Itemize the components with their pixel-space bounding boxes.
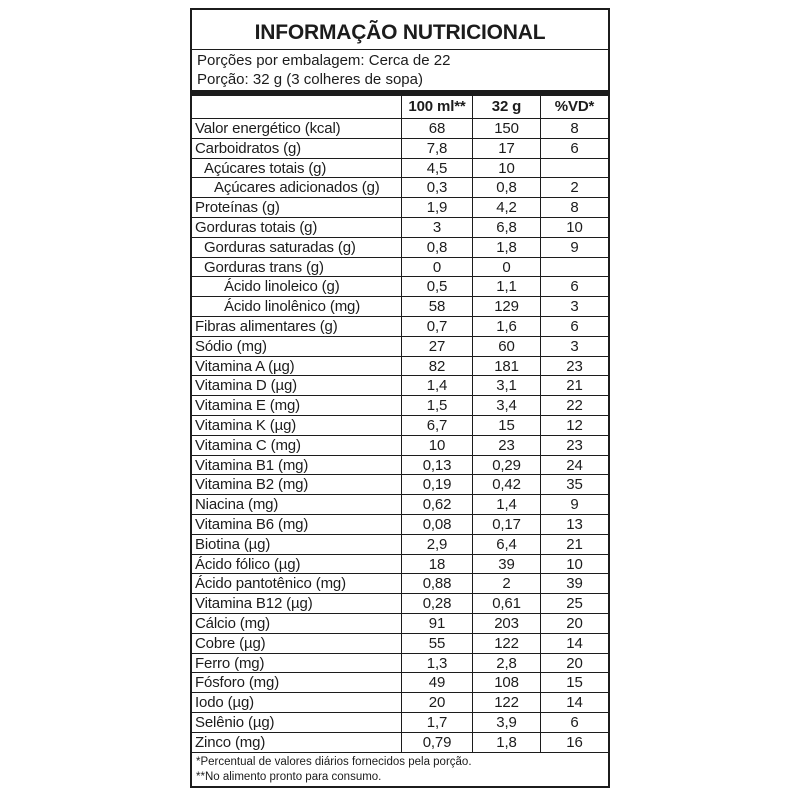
value-per-portion: 3,9 [472,713,540,732]
nutrient-row [192,197,608,217]
value-per-portion: 108 [472,673,540,692]
value-per-portion: 17 [472,139,540,158]
value-per-portion: 39 [472,555,540,574]
daily-value-percent: 9 [540,238,608,257]
nutrient-row [192,653,608,673]
value-per-100ml: 1,4 [401,376,472,395]
nutrient-row [192,237,608,257]
nutrient-name: Vitamina B6 (mg) [195,515,309,533]
daily-value-percent: 13 [540,515,608,534]
nutrient-name: Vitamina C (mg) [195,436,301,454]
nutrient-name: Carboidratos (g) [195,139,301,157]
value-per-100ml: 0,3 [401,178,472,197]
value-per-portion: 3,4 [472,396,540,415]
nutrient-name: Gorduras trans (g) [204,258,324,276]
footnote-ready-to-eat: **No alimento pronto para consumo. [196,770,382,783]
nutrient-name: Zinco (mg) [195,733,266,751]
value-per-100ml: 1,7 [401,713,472,732]
daily-value-percent: 2 [540,178,608,197]
daily-value-percent [540,258,608,277]
nutrient-row [192,217,608,237]
nutrient-row [192,177,608,197]
nutrient-row [192,415,608,435]
daily-value-percent: 22 [540,396,608,415]
daily-value-percent: 9 [540,495,608,514]
nutrient-row [192,356,608,376]
value-per-portion: 1,1 [472,277,540,296]
nutrient-row [192,276,608,296]
nutrient-name: Biotina (µg) [195,535,271,553]
label-title: INFORMAÇÃO NUTRICIONAL [192,10,608,50]
value-per-portion: 181 [472,357,540,376]
daily-value-percent: 21 [540,376,608,395]
nutrient-name: Ácido pantotênico (mg) [195,575,346,593]
nutrient-row [192,138,608,158]
nutrient-name: Cobre (µg) [195,634,266,652]
nutrient-name: Fósforo (mg) [195,674,280,692]
nutrient-name: Açúcares adicionados (g) [214,179,380,197]
nutrition-facts-label [190,8,610,788]
value-per-portion: 122 [472,634,540,653]
nutrient-row [192,672,608,692]
value-per-portion: 0,8 [472,178,540,197]
daily-value-percent: 8 [540,119,608,138]
value-per-100ml: 0,19 [401,475,472,494]
nutrient-name: Vitamina B1 (mg) [195,456,309,474]
value-per-100ml: 49 [401,673,472,692]
value-per-portion: 10 [472,159,540,178]
nutrient-row [192,613,608,633]
daily-value-percent: 35 [540,475,608,494]
daily-value-percent: 15 [540,673,608,692]
value-per-portion: 2,8 [472,654,540,673]
nutrient-row [192,573,608,593]
nutrient-name: Ferro (mg) [195,654,265,672]
servings-per-package: Porções por embalagem: Cerca de 22 [197,52,451,69]
value-per-100ml: 0,62 [401,495,472,514]
nutrient-name: Vitamina B2 (mg) [195,476,309,494]
nutrient-row [192,534,608,554]
value-per-portion: 1,8 [472,238,540,257]
daily-value-percent: 6 [540,139,608,158]
value-per-portion: 3,1 [472,376,540,395]
value-per-100ml: 68 [401,119,472,138]
value-per-portion: 1,6 [472,317,540,336]
value-per-100ml: 58 [401,297,472,316]
value-per-100ml: 0,7 [401,317,472,336]
daily-value-percent: 24 [540,456,608,475]
nutrient-row [192,158,608,178]
daily-value-percent: 8 [540,198,608,217]
value-per-portion: 60 [472,337,540,356]
nutrient-row [192,316,608,336]
value-per-100ml: 0,88 [401,574,472,593]
value-per-100ml: 1,9 [401,198,472,217]
value-per-portion: 2 [472,574,540,593]
table-header [192,96,608,118]
value-per-portion: 23 [472,436,540,455]
portion-size: Porção: 32 g (3 colheres de sopa) [197,71,423,88]
value-per-100ml: 1,5 [401,396,472,415]
value-per-portion: 1,4 [472,495,540,514]
nutrient-name: Vitamina A (µg) [195,357,295,375]
daily-value-percent [540,159,608,178]
nutrient-row [192,732,608,752]
nutrient-name: Sódio (mg) [195,337,267,355]
value-per-100ml: 27 [401,337,472,356]
nutrient-name: Gorduras saturadas (g) [204,238,356,256]
value-per-100ml: 0,13 [401,456,472,475]
value-per-portion: 0,61 [472,594,540,613]
header-per-100ml: 100 ml** [401,96,472,118]
value-per-portion: 129 [472,297,540,316]
nutrient-row [192,474,608,494]
nutrient-name: Valor energético (kcal) [195,120,341,137]
nutrient-row [192,435,608,455]
value-per-100ml: 4,5 [401,159,472,178]
nutrient-row [192,375,608,395]
value-per-portion: 0,17 [472,515,540,534]
nutrient-name: Cálcio (mg) [195,614,271,632]
value-per-100ml: 3 [401,218,472,237]
value-per-100ml: 0,8 [401,238,472,257]
value-per-portion: 122 [472,693,540,712]
header-daily-value: %VD* [540,96,608,118]
nutrient-name: Iodo (µg) [195,694,254,712]
nutrient-row [192,514,608,534]
nutrient-name: Vitamina D (µg) [195,377,297,395]
nutrient-row [192,593,608,613]
value-per-100ml: 0,79 [401,733,472,752]
nutrient-name: Gorduras totais (g) [195,218,318,236]
value-per-portion: 1,8 [472,733,540,752]
daily-value-percent: 3 [540,337,608,356]
nutrient-row [192,296,608,316]
daily-value-percent: 14 [540,634,608,653]
value-per-100ml: 20 [401,693,472,712]
nutrient-name: Ácido fólico (µg) [195,555,301,573]
nutrient-name: Proteínas (g) [195,199,280,217]
serving-info [192,50,608,90]
daily-value-percent: 25 [540,594,608,613]
value-per-100ml: 0,28 [401,594,472,613]
footnotes [192,752,608,787]
nutrient-name: Fibras alimentares (g) [195,317,338,335]
value-per-portion: 15 [472,416,540,435]
value-per-100ml: 82 [401,357,472,376]
nutrient-name: Niacina (mg) [195,496,279,514]
value-per-100ml: 91 [401,614,472,633]
nutrient-row [192,257,608,277]
value-per-100ml: 7,8 [401,139,472,158]
daily-value-percent: 6 [540,277,608,296]
daily-value-percent: 10 [540,555,608,574]
footnote-daily-value: *Percentual de valores diários fornecidos pela porção. [196,755,472,768]
nutrient-row [192,455,608,475]
daily-value-percent: 3 [540,297,608,316]
daily-value-percent: 20 [540,614,608,633]
value-per-portion: 203 [472,614,540,633]
value-per-100ml: 10 [401,436,472,455]
daily-value-percent: 6 [540,317,608,336]
value-per-portion: 0,29 [472,456,540,475]
daily-value-percent: 16 [540,733,608,752]
daily-value-percent: 21 [540,535,608,554]
nutrient-row [192,633,608,653]
nutrient-row [192,554,608,574]
daily-value-percent: 39 [540,574,608,593]
daily-value-percent: 14 [540,693,608,712]
nutrient-row [192,692,608,712]
nutrient-row [192,336,608,356]
value-per-portion: 4,2 [472,198,540,217]
daily-value-percent: 10 [540,218,608,237]
header-nutrient [192,96,401,118]
value-per-100ml: 6,7 [401,416,472,435]
daily-value-percent: 12 [540,416,608,435]
nutrient-name: Vitamina E (mg) [195,397,301,415]
value-per-portion: 0,42 [472,475,540,494]
nutrient-name: Açúcares totais (g) [204,159,327,177]
nutrient-name: Vitamina B12 (µg) [195,595,313,613]
value-per-100ml: 0,5 [401,277,472,296]
header-per-portion: 32 g [472,96,540,118]
value-per-portion: 6,8 [472,218,540,237]
value-per-100ml: 55 [401,634,472,653]
value-per-100ml: 0 [401,258,472,277]
daily-value-percent: 20 [540,654,608,673]
value-per-100ml: 18 [401,555,472,574]
value-per-100ml: 1,3 [401,654,472,673]
value-per-100ml: 2,9 [401,535,472,554]
nutrient-name: Ácido linolênico (mg) [224,298,361,316]
nutrient-row [192,712,608,732]
nutrient-row [192,395,608,415]
value-per-portion: 150 [472,119,540,138]
value-per-100ml: 0,08 [401,515,472,534]
nutrient-row [192,118,608,138]
daily-value-percent: 23 [540,436,608,455]
value-per-portion: 0 [472,258,540,277]
value-per-portion: 6,4 [472,535,540,554]
nutrient-name: Ácido linoleico (g) [224,278,340,296]
nutrient-row [192,494,608,514]
nutrient-name: Selênio (µg) [195,713,275,731]
daily-value-percent: 23 [540,357,608,376]
nutrient-name: Vitamina K (µg) [195,416,297,434]
daily-value-percent: 6 [540,713,608,732]
